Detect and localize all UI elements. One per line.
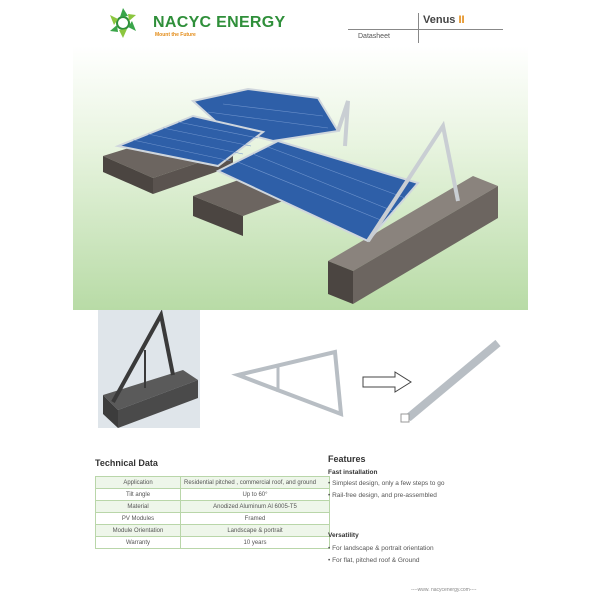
table-row (96, 525, 330, 537)
feature-subtitle: Versatility (328, 532, 359, 539)
spec-key: Tilt angle (96, 489, 181, 501)
model-title (423, 14, 465, 26)
spec-value: 10 years (181, 537, 330, 549)
right-arrow-icon (363, 372, 411, 392)
table-row (96, 477, 330, 489)
spec-key: PV Modules (96, 513, 181, 525)
technical-data-title: Technical Data (95, 458, 158, 468)
table-row (96, 489, 330, 501)
leaf-logo-icon (103, 6, 147, 40)
technical-data-table (95, 476, 330, 549)
doc-type-label: Datasheet (358, 33, 390, 40)
feature-item: • Rail-free design, and pre-assembled (328, 492, 437, 499)
website-link[interactable]: ----www. nacycenergy.com---- (411, 587, 477, 593)
component-images (73, 310, 528, 440)
spec-value: Residential pitched , commercial roof, and ground (181, 477, 330, 489)
feature-item: • Simplest design, only a few steps to go (328, 480, 445, 487)
brand-tagline: Mount the Future (155, 32, 196, 38)
feature-subtitle: Fast installation (328, 469, 378, 476)
spec-value: Landscape & portrait (181, 525, 330, 537)
spec-key: Application (96, 477, 181, 489)
spec-key: Module Orientation (96, 525, 181, 537)
spec-key: Material (96, 501, 181, 513)
aluminum-triangle (238, 352, 341, 414)
spec-value: Framed (181, 513, 330, 525)
solar-array-illustration (73, 46, 528, 310)
features-title: Features (328, 454, 366, 464)
bracket-components (73, 310, 528, 440)
hero-image (73, 46, 528, 310)
brand-name: NACYC ENERGY (153, 14, 286, 31)
datasheet-page (73, 0, 528, 600)
feature-item: • For landscape & portrait orientation (328, 545, 434, 552)
spec-key: Warranty (96, 537, 181, 549)
table-row (96, 501, 330, 513)
table-row (96, 537, 330, 549)
spec-value: Up to 60° (181, 489, 330, 501)
brand-logo (103, 6, 303, 40)
table-row (96, 513, 330, 525)
model-numeral: II (458, 14, 465, 26)
header-divider (348, 29, 503, 30)
header-divider-vertical (418, 13, 419, 43)
spec-value: Anodized Aluminum Al 6005-T5 (181, 501, 330, 513)
feature-item: • For flat, pitched roof & Ground (328, 557, 420, 564)
aluminum-rail (401, 343, 498, 422)
model-name: Venus (423, 14, 456, 26)
